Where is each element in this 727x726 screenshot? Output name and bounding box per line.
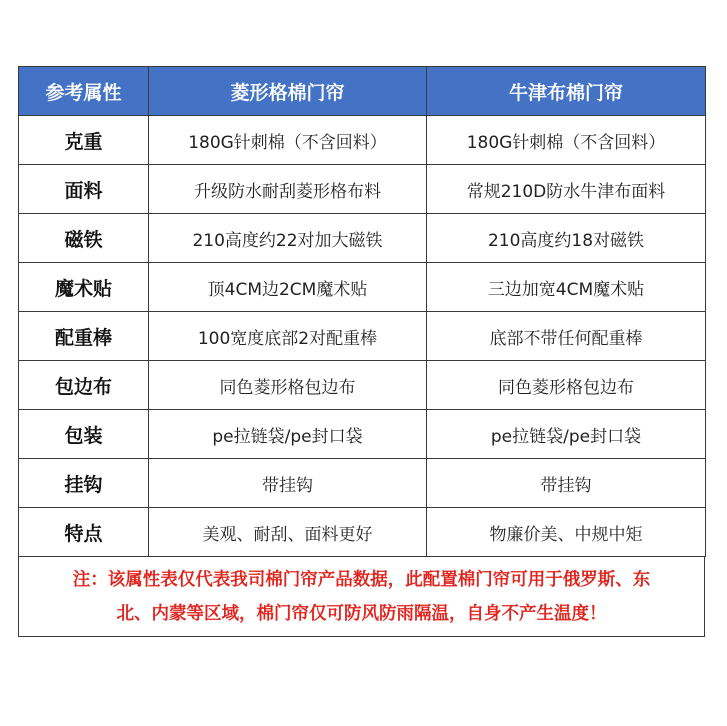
oxford-curtain-cell: 带挂钩 — [427, 459, 706, 508]
diamond-curtain-cell: 180G针刺棉（不含回料） — [149, 116, 427, 165]
header-diamond-curtain: 菱形格棉门帘 — [149, 67, 427, 116]
diamond-curtain-cell: 美观、耐刮、面料更好 — [149, 508, 427, 557]
attribute-name-cell: 包边布 — [19, 361, 149, 410]
oxford-curtain-cell: 三边加宽4CM魔术贴 — [427, 263, 706, 312]
attribute-name-cell: 面料 — [19, 165, 149, 214]
diamond-curtain-cell: 同色菱形格包边布 — [149, 361, 427, 410]
diamond-curtain-cell: 100宽度底部2对配重棒 — [149, 312, 427, 361]
table-row — [19, 116, 706, 165]
table-row — [19, 508, 706, 557]
diamond-curtain-cell: 210高度约22对加大磁铁 — [149, 214, 427, 263]
attribute-name-cell: 魔术贴 — [19, 263, 149, 312]
oxford-curtain-cell: 180G针刺棉（不含回料） — [427, 116, 706, 165]
header-row — [19, 67, 706, 116]
attribute-name-cell: 磁铁 — [19, 214, 149, 263]
oxford-curtain-cell: 底部不带任何配重棒 — [427, 312, 706, 361]
diamond-curtain-cell: 顶4CM边2CM魔术贴 — [149, 263, 427, 312]
oxford-curtain-cell: 物廉价美、中规中矩 — [427, 508, 706, 557]
table-row — [19, 165, 706, 214]
header-attribute: 参考属性 — [19, 67, 149, 116]
diamond-curtain-cell: 升级防水耐刮菱形格布料 — [149, 165, 427, 214]
oxford-curtain-cell: 210高度约18对磁铁 — [427, 214, 706, 263]
table-row — [19, 263, 706, 312]
comparison-sheet — [18, 66, 705, 637]
header-oxford-curtain: 牛津布棉门帘 — [427, 67, 706, 116]
attribute-name-cell: 包装 — [19, 410, 149, 459]
table-row — [19, 459, 706, 508]
diamond-curtain-cell: 带挂钩 — [149, 459, 427, 508]
diamond-curtain-cell: pe拉链袋/pe封口袋 — [149, 410, 427, 459]
table-body — [19, 116, 706, 557]
table-row — [19, 410, 706, 459]
table-row — [19, 361, 706, 410]
attribute-name-cell: 特点 — [19, 508, 149, 557]
footnote — [18, 557, 705, 637]
attribute-name-cell: 配重棒 — [19, 312, 149, 361]
oxford-curtain-cell: 同色菱形格包边布 — [427, 361, 706, 410]
footnote-line-2: 北、内蒙等区域，棉门帘仅可防风防雨隔温，自身不产生温度！ — [116, 603, 607, 624]
table-row — [19, 312, 706, 361]
footnote-line-1: 注：该属性表仅代表我司棉门帘产品数据，此配置棉门帘可用于俄罗斯、东 — [72, 569, 651, 590]
table-row — [19, 214, 706, 263]
oxford-curtain-cell: 常规210D防水牛津布面料 — [427, 165, 706, 214]
attribute-name-cell: 挂钩 — [19, 459, 149, 508]
oxford-curtain-cell: pe拉链袋/pe封口袋 — [427, 410, 706, 459]
attribute-name-cell: 克重 — [19, 116, 149, 165]
attribute-table — [18, 66, 706, 557]
